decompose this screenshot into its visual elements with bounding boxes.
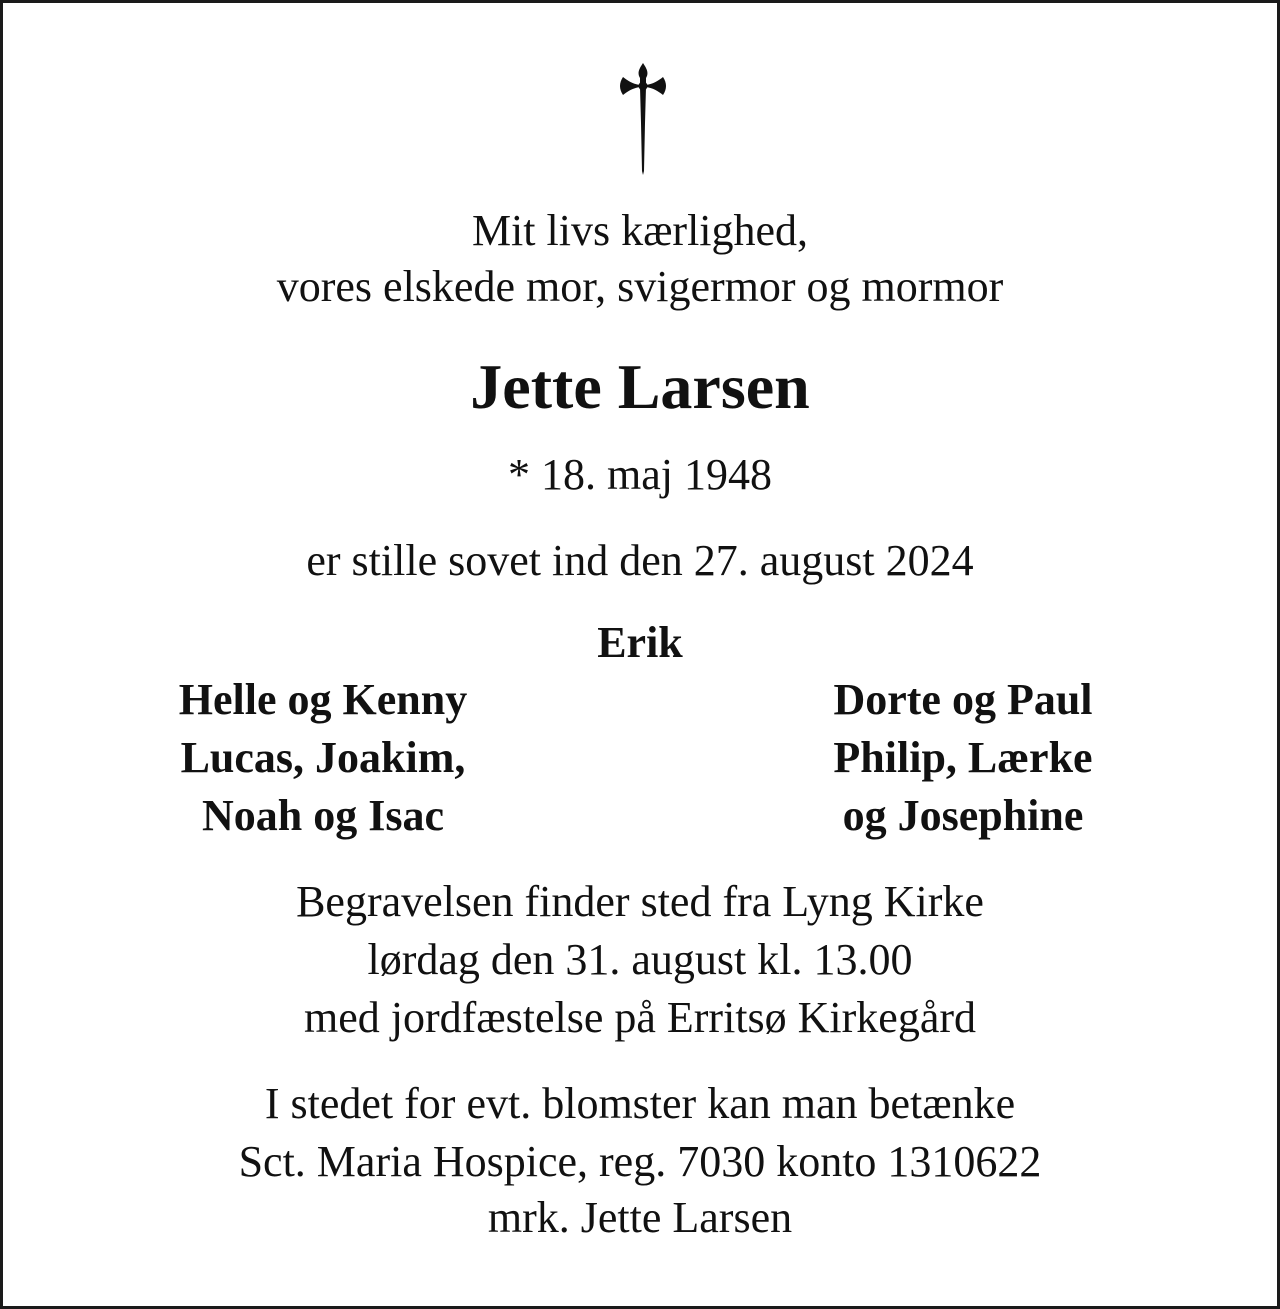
family-right-group	[753, 671, 1173, 845]
funeral-line-1: Begravelsen finder sted fra Lyng Kirke	[296, 877, 984, 926]
family-right-line: Dorte og Paul	[833, 675, 1093, 724]
deceased-name: Jette Larsen	[470, 351, 810, 422]
funeral-line-3: med jordfæstelse på Erritsø Kirkegård	[303, 993, 977, 1042]
spouse-name: Erik	[597, 618, 683, 667]
family-left-line: Helle og Kenny	[178, 675, 468, 724]
funeral-line-2: lørdag den 31. august kl. 13.00	[367, 935, 913, 984]
cross-icon	[613, 63, 673, 175]
death-notice: er stille sovet ind den 27. august 2024	[306, 536, 974, 585]
intro-line-2: vores elskede mor, svigermor og mormor	[276, 262, 1004, 311]
family-right-line: og Josephine	[842, 791, 1084, 840]
family-left-line: Lucas, Joakim,	[180, 733, 466, 782]
birth-date: * 18. maj 1948	[508, 450, 772, 499]
intro-line-1: Mit livs kærlighed,	[471, 206, 809, 255]
donation-line-2: Sct. Maria Hospice, reg. 7030 konto 1310622	[238, 1137, 1042, 1186]
donation-line-3: mrk. Jette Larsen	[487, 1193, 793, 1242]
family-right-line: Philip, Lærke	[833, 733, 1093, 782]
family-left-line: Noah og Isac	[201, 791, 445, 840]
donation-line-1: I stedet for evt. blomster kan man betænke	[264, 1079, 1016, 1128]
family-left-group	[113, 671, 533, 845]
